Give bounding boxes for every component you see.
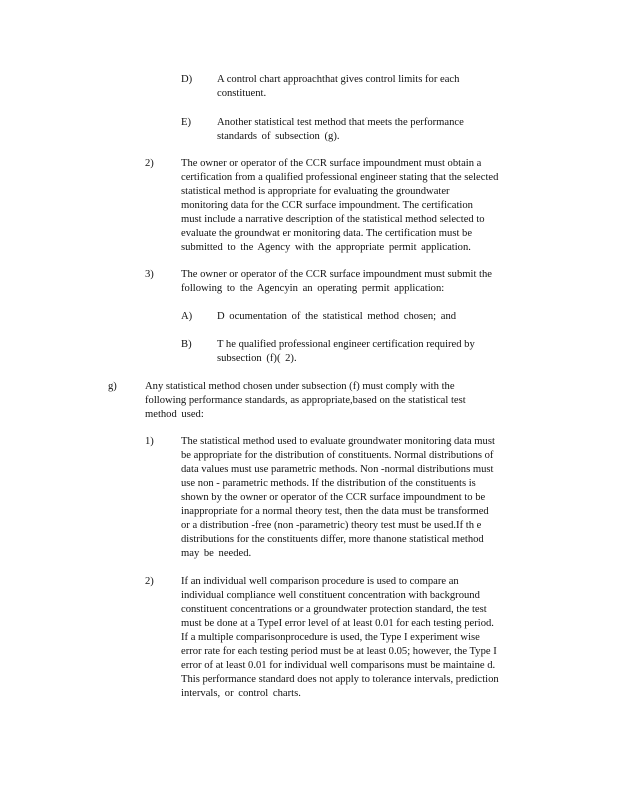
text-line: statistical method is appropriate for evaluating the groundwater — [181, 186, 450, 197]
list-marker: D) — [181, 74, 193, 85]
text-line: following performance standards, as appropriate,based on the statistical test — [145, 395, 466, 406]
list-item-text — [181, 435, 539, 561]
list-item-text — [217, 73, 492, 101]
text-line: Any statistical method chosen under subsection (f) must comply with the — [145, 381, 455, 392]
text-line: error rate for each testing period must be at least 0.05; however, the Type I — [181, 646, 497, 657]
text-line: constituent concentrations or a groundwater protection standard, the test — [181, 604, 487, 615]
list-marker: g) — [108, 381, 117, 392]
text-line: be appropriate for the distribution of constituents. Normal distributions of — [181, 450, 494, 461]
list-item-text — [181, 157, 536, 255]
text-line: submitted to the Agency with the appropriate permit application. — [181, 242, 471, 253]
text-line: individual compliance well constituent concentration with background — [181, 590, 480, 601]
text-line: error of at least 0.01 for individual well comparisons must be maintaine d. — [181, 660, 496, 671]
text-line: certification from a qualified professional engineer stating that the selected — [181, 172, 499, 183]
list-marker: 2) — [145, 158, 154, 169]
text-line: inappropriate for a normal theory test, then the data must be transformed — [181, 506, 489, 517]
text-line: constituent. — [217, 88, 267, 99]
text-line: method used: — [145, 409, 204, 420]
list-marker: B) — [181, 339, 192, 350]
text-line: must include a narrative description of the statistical method selected to — [181, 214, 485, 225]
text-line: If a multiple comparisonprocedure is used, the Type I experiment wise — [181, 632, 480, 643]
text-line: data values must use parametric methods. Non -normal distributions must — [181, 464, 494, 475]
text-line: T he qualified professional engineer certification required by — [217, 339, 475, 350]
list-marker: A) — [181, 311, 193, 322]
text-line: The statistical method used to evaluate groundwater monitoring data must — [181, 436, 495, 447]
text-line: subsection (f)( 2). — [217, 353, 297, 364]
text-line: evaluate the groundwat er monitoring data. The certification must be — [181, 228, 473, 239]
text-line: use non - parametric methods. If the distribution of the constituents is — [181, 478, 476, 489]
list-item-text — [145, 380, 512, 422]
text-line: distributions for the constituents differ, more thanone statistical method — [181, 534, 484, 545]
text-line: following to the Agencyin an operating permit application: — [181, 283, 445, 294]
list-item-text — [217, 116, 492, 144]
list-marker: E) — [181, 117, 191, 128]
text-line: The owner or operator of the CCR surface impoundment must submit the — [181, 269, 492, 280]
list-item-text — [217, 310, 507, 324]
list-marker: 2) — [145, 576, 154, 587]
list-marker: 1) — [145, 436, 154, 447]
text-line: must be done at a TypeI error level of at least 0.01 for each testing period. — [181, 618, 494, 629]
list-item-text — [217, 338, 507, 366]
text-line: D ocumentation of the statistical method chosen; and — [217, 311, 457, 322]
text-line: shown by the owner or operator of the CCR surface impoundment to be — [181, 492, 486, 503]
text-line: intervals, or control charts. — [181, 688, 301, 699]
text-line: A control chart approachthat gives control limits for each — [217, 74, 460, 85]
text-line: or a distribution -free (non -parametric) theory test must be used.If th e — [181, 520, 482, 531]
list-marker: 3) — [145, 269, 154, 280]
list-item-text — [181, 575, 539, 701]
text-line: may be needed. — [181, 548, 252, 559]
text-line: Another statistical test method that meets the performance — [217, 117, 464, 128]
text-line: If an individual well comparison procedure is used to compare an — [181, 576, 459, 587]
text-line: monitoring data for the CCR surface impoundment. The certification — [181, 200, 473, 211]
text-line: The owner or operator of the CCR surface impoundment must obtain a — [181, 158, 482, 169]
text-line: standards of subsection (g). — [217, 131, 340, 142]
list-item-text — [181, 268, 536, 296]
text-line: This performance standard does not apply to tolerance intervals, prediction — [181, 674, 499, 685]
